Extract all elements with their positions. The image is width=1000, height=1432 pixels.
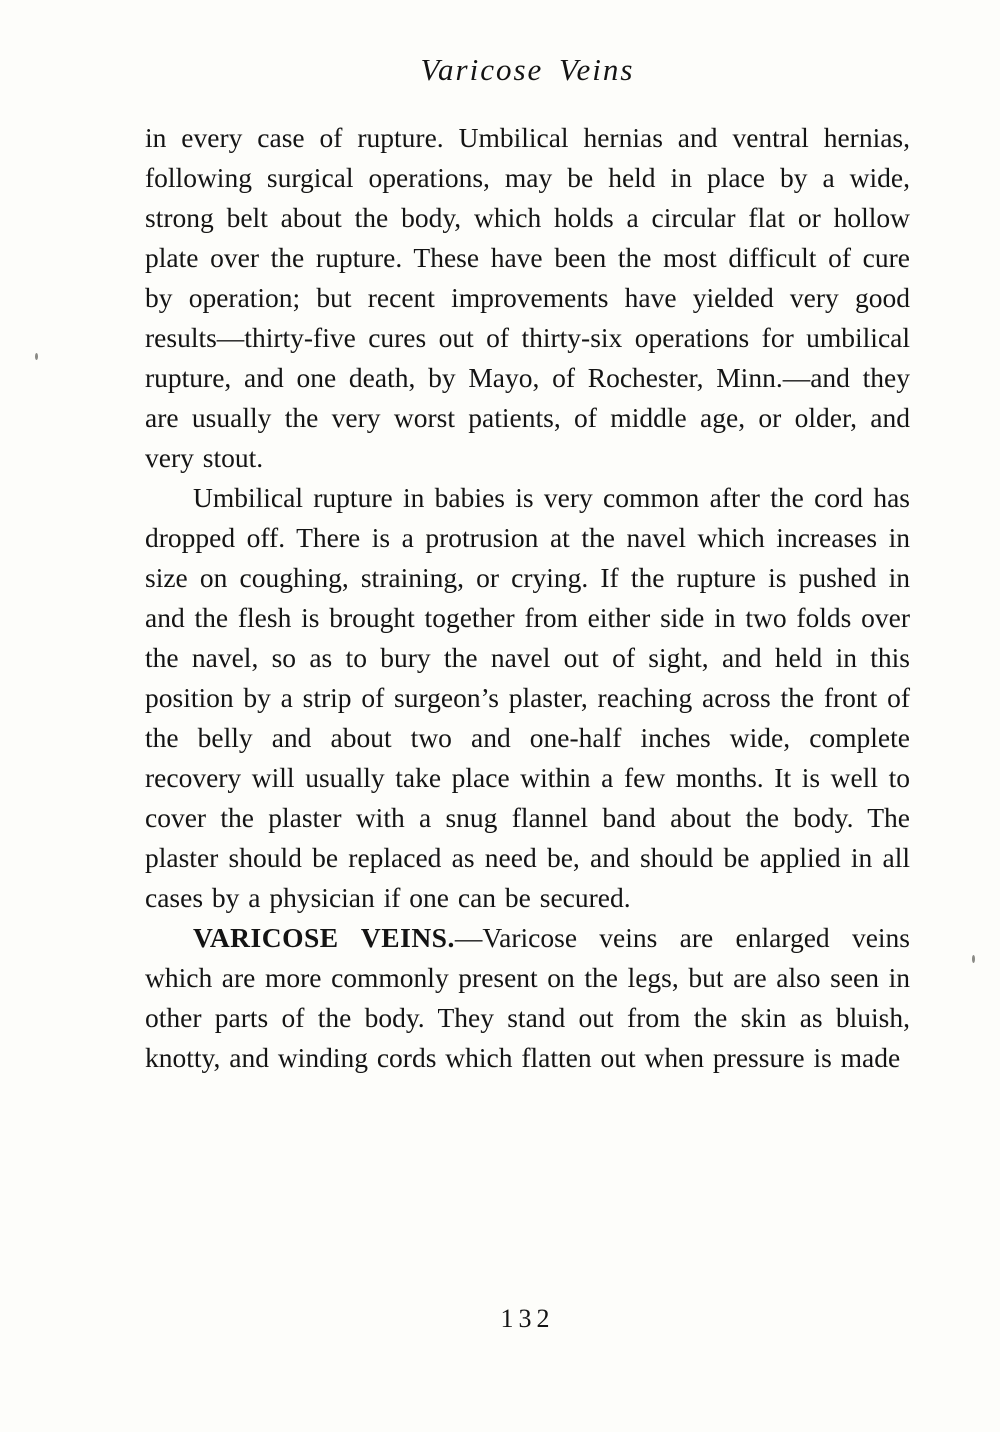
paragraph: Umbilical rupture in babies is very common after the cord has dropped off. There is a protrusion at the navel which increases in size on coughing, straining, or crying. If the rupture is pushed in and the flesh is brought together from either side in two folds over the navel, so as to bury the navel out of sight, and held in this position by a strip of surgeon’s plaster, reaching across the front of the belly and about two and one-half inches wide, complete recovery will usually take place within a few months. It is well to cover the plaster with a snug flannel band about the body. The plaster should be replaced as need be, and should be applied in all cases by a physician if one can be secured.	[145, 482, 910, 913]
scan-speck-icon	[972, 955, 975, 963]
paragraph-text: —Varicose veins are enlarged veins which are more commonly present on the legs, but are also seen in other parts of the body. They stand out from the skin as bluish, knotty, and winding cords which flatten out when pressure is made	[145, 922, 910, 1073]
paragraph	[145, 918, 910, 1078]
page-body	[145, 118, 910, 1078]
running-head: Varicose Veins	[420, 52, 635, 87]
section-heading: VARICOSE VEINS.	[193, 922, 455, 953]
scan-speck-icon	[35, 353, 38, 360]
page-number: 132	[500, 1304, 555, 1333]
paragraph: in every case of rupture. Umbilical hernias and ventral hernias, following surgical operations, may be held in place by a wide, strong belt about the body, which holds a circular flat or hollow plate over the rupture. These have been the most difficult of cure by operation; but recent improvements have yielded very good results—thirty-five cures out of thirty-six operations for umbilical rupture, and one death, by Mayo, of Rochester, Minn.—and they are usually the very worst patients, of middle age, or older, and very stout.	[145, 122, 910, 473]
